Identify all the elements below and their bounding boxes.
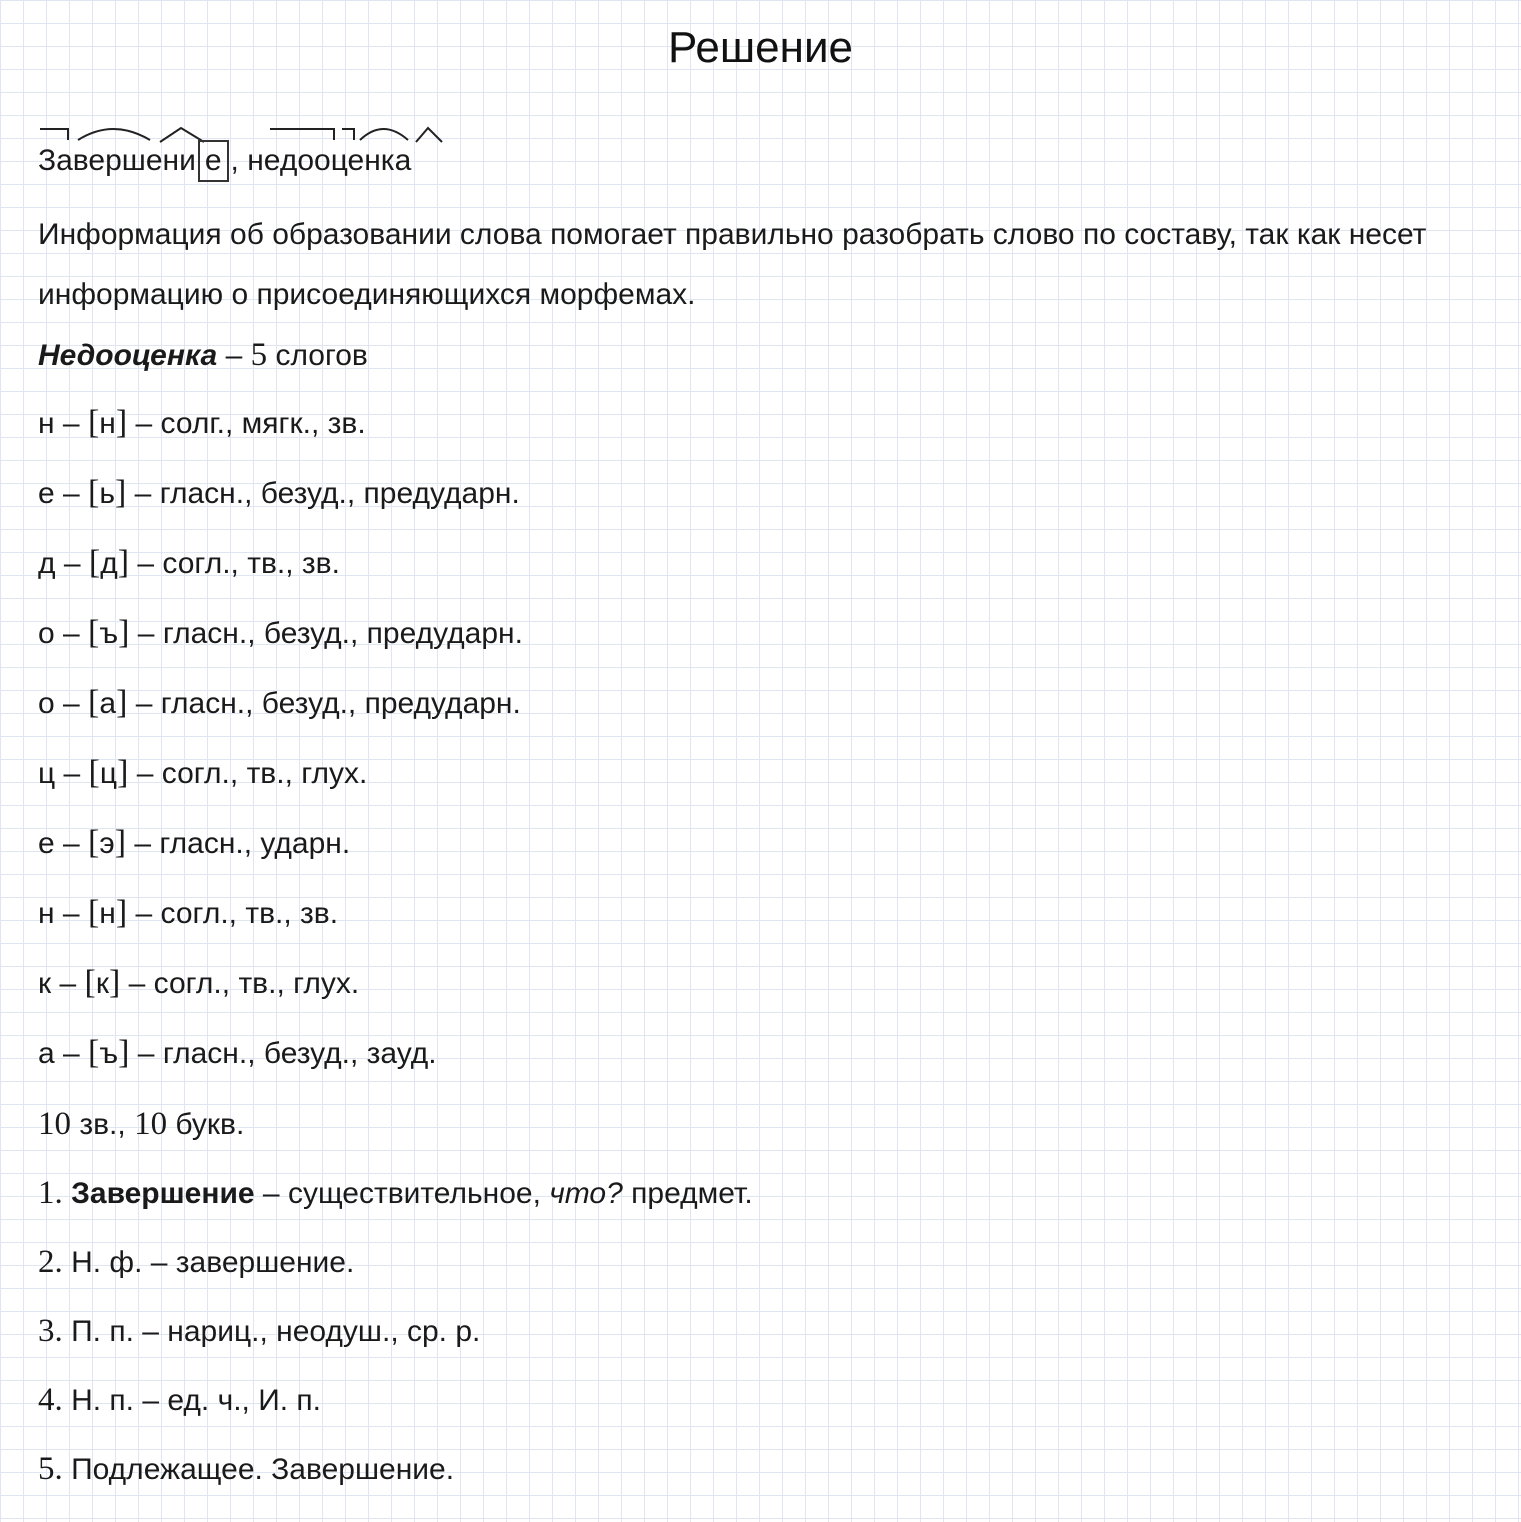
bracket-close: ] (115, 474, 127, 511)
phonetic-sound: к (95, 967, 109, 1000)
phonetic-description: согл., тв., глух. (161, 757, 368, 790)
bracket-close: ] (115, 894, 128, 931)
analysis-number: 2. (38, 1244, 63, 1280)
bracket-open: [ (88, 754, 100, 791)
syllables-dash: – (225, 339, 243, 372)
ending-box: е (198, 140, 229, 182)
bracket-open: [ (84, 964, 96, 1001)
phonetic-letter: е (38, 827, 55, 860)
bracket-open: [ (88, 684, 100, 721)
analysis-text: Подлежащее. Завершение. (71, 1453, 455, 1486)
phonetic-letter: ц (38, 757, 56, 790)
bracket-open: [ (88, 474, 100, 511)
phonetic-sound: н (99, 897, 116, 930)
phonetic-letter: н (38, 407, 55, 440)
phonetic-description: согл., тв., глух. (153, 967, 360, 1000)
bracket-open: [ (88, 614, 100, 651)
analysis-number: 5. (38, 1451, 63, 1487)
summary-line (38, 1104, 244, 1145)
syllables-line (38, 335, 368, 376)
prefix-mark (270, 129, 334, 140)
bracket-close: ] (108, 964, 121, 1001)
bracket-open: [ (87, 404, 100, 441)
letters-label: букв. (175, 1108, 245, 1141)
phonetic-description: гласн., ударн. (159, 827, 351, 860)
analysis-number: 4. (38, 1382, 63, 1418)
suffix-mark (416, 128, 442, 142)
analysis-text: – существительное, (262, 1177, 541, 1210)
phonetic-description: согл., тв., зв. (160, 897, 339, 930)
phonetic-sound: а (99, 687, 117, 720)
separator: , (230, 144, 239, 177)
analysis-text: Н. ф. – завершение. (71, 1246, 355, 1279)
analysis-text: Н. п. – ед. ч., И. п. (71, 1384, 322, 1417)
phonetic-description: гласн., безуд., предударн. (162, 617, 523, 650)
phonetic-row: н – [н] – согл., тв., зв. (38, 894, 339, 931)
phonetic-letter: а (38, 1037, 55, 1070)
bracket-open: [ (88, 824, 100, 861)
bracket-close: ] (117, 754, 129, 791)
sounds-count: 10 (38, 1106, 71, 1142)
bracket-open: [ (87, 894, 100, 931)
phonetic-row: о – [а] – гласн., безуд., предударн. (38, 684, 521, 721)
analysis-question: что? (549, 1177, 623, 1210)
bracket-close: ] (114, 824, 127, 861)
phonetic-letter: н (38, 897, 55, 930)
syllables-count: 5 (250, 337, 268, 373)
page-title: Решение (667, 23, 853, 72)
phonetic-row: е – [ь] – гласн., безуд., предударн. (38, 474, 520, 511)
phonetic-sound: д (100, 547, 118, 580)
bracket-open: [ (88, 1034, 100, 1071)
phonetic-description: солг., мягк., зв. (160, 407, 366, 440)
phonetic-sound: э (99, 827, 115, 860)
letters-count: 10 (134, 1106, 168, 1142)
phonetic-letter: е (38, 477, 55, 510)
phonetic-letter: к (38, 967, 52, 1000)
phonetic-sound: ц (99, 757, 118, 790)
explanation-paragraph: Информация об образовании слова помогает правильно разобрать слово по составу, так как несет информацию о присоединяющихся морфемах. (38, 218, 1427, 311)
prefix-mark (40, 129, 68, 140)
syllables-suffix: слогов (275, 339, 368, 372)
bracket-close: ] (116, 684, 128, 721)
phonetic-description: гласн., безуд., зауд. (162, 1037, 437, 1070)
phonetic-row: а – [ъ] – гласн., безуд., зауд. (38, 1034, 437, 1071)
phonetic-description: гласн., безуд., предударн. (159, 477, 520, 510)
word: недооценка (247, 144, 412, 177)
analysis-item (38, 1449, 454, 1490)
analysis-item (38, 1173, 753, 1214)
phonetic-sound: ъ (99, 1037, 119, 1070)
phonetic-row: о – [ъ] – гласн., безуд., предударн. (38, 614, 523, 651)
bracket-close: ] (117, 544, 130, 581)
phonetic-row: ц – [ц] – согл., тв., глух. (38, 754, 368, 791)
root-arc (360, 129, 408, 140)
analysis-item (38, 1380, 321, 1421)
analysis-number: 3. (38, 1313, 63, 1349)
phonetic-sound: ъ (99, 617, 119, 650)
prefix-mark (342, 129, 354, 140)
syllables-word: Недооценка (38, 339, 218, 372)
phonetic-letter: о (38, 687, 55, 720)
sounds-label: зв., (79, 1108, 126, 1141)
phonetic-row: к – [к] – согл., тв., глух. (38, 964, 360, 1001)
bracket-close: ] (118, 614, 130, 651)
analysis-text: П. п. – нариц., неодуш., ср. р. (71, 1315, 481, 1348)
bracket-open: [ (88, 544, 101, 581)
analysis-tail: предмет. (631, 1177, 753, 1210)
root-arc (78, 129, 150, 140)
phonetic-row: е – [э] – гласн., ударн. (38, 824, 351, 861)
analysis-item (38, 1311, 480, 1352)
phonetic-sound: ь (99, 477, 116, 510)
bracket-close: ] (115, 404, 128, 441)
word-stem: Завершени (38, 144, 196, 177)
phonetic-row: д – [д] – согл., тв., зв. (38, 544, 340, 581)
analysis-bold-word: Завершение (71, 1177, 255, 1210)
phonetic-description: согл., тв., зв. (162, 547, 340, 580)
phonetic-letter: о (38, 617, 55, 650)
analysis-item (38, 1242, 354, 1283)
phonetic-sound: н (99, 407, 116, 440)
analysis-number: 1. (38, 1175, 63, 1211)
phonetic-description: гласн., безуд., предударн. (160, 687, 521, 720)
phonetic-row: н – [н] – солг., мягк., зв. (38, 404, 366, 441)
phonetic-letter: д (38, 547, 56, 580)
bracket-close: ] (118, 1034, 130, 1071)
